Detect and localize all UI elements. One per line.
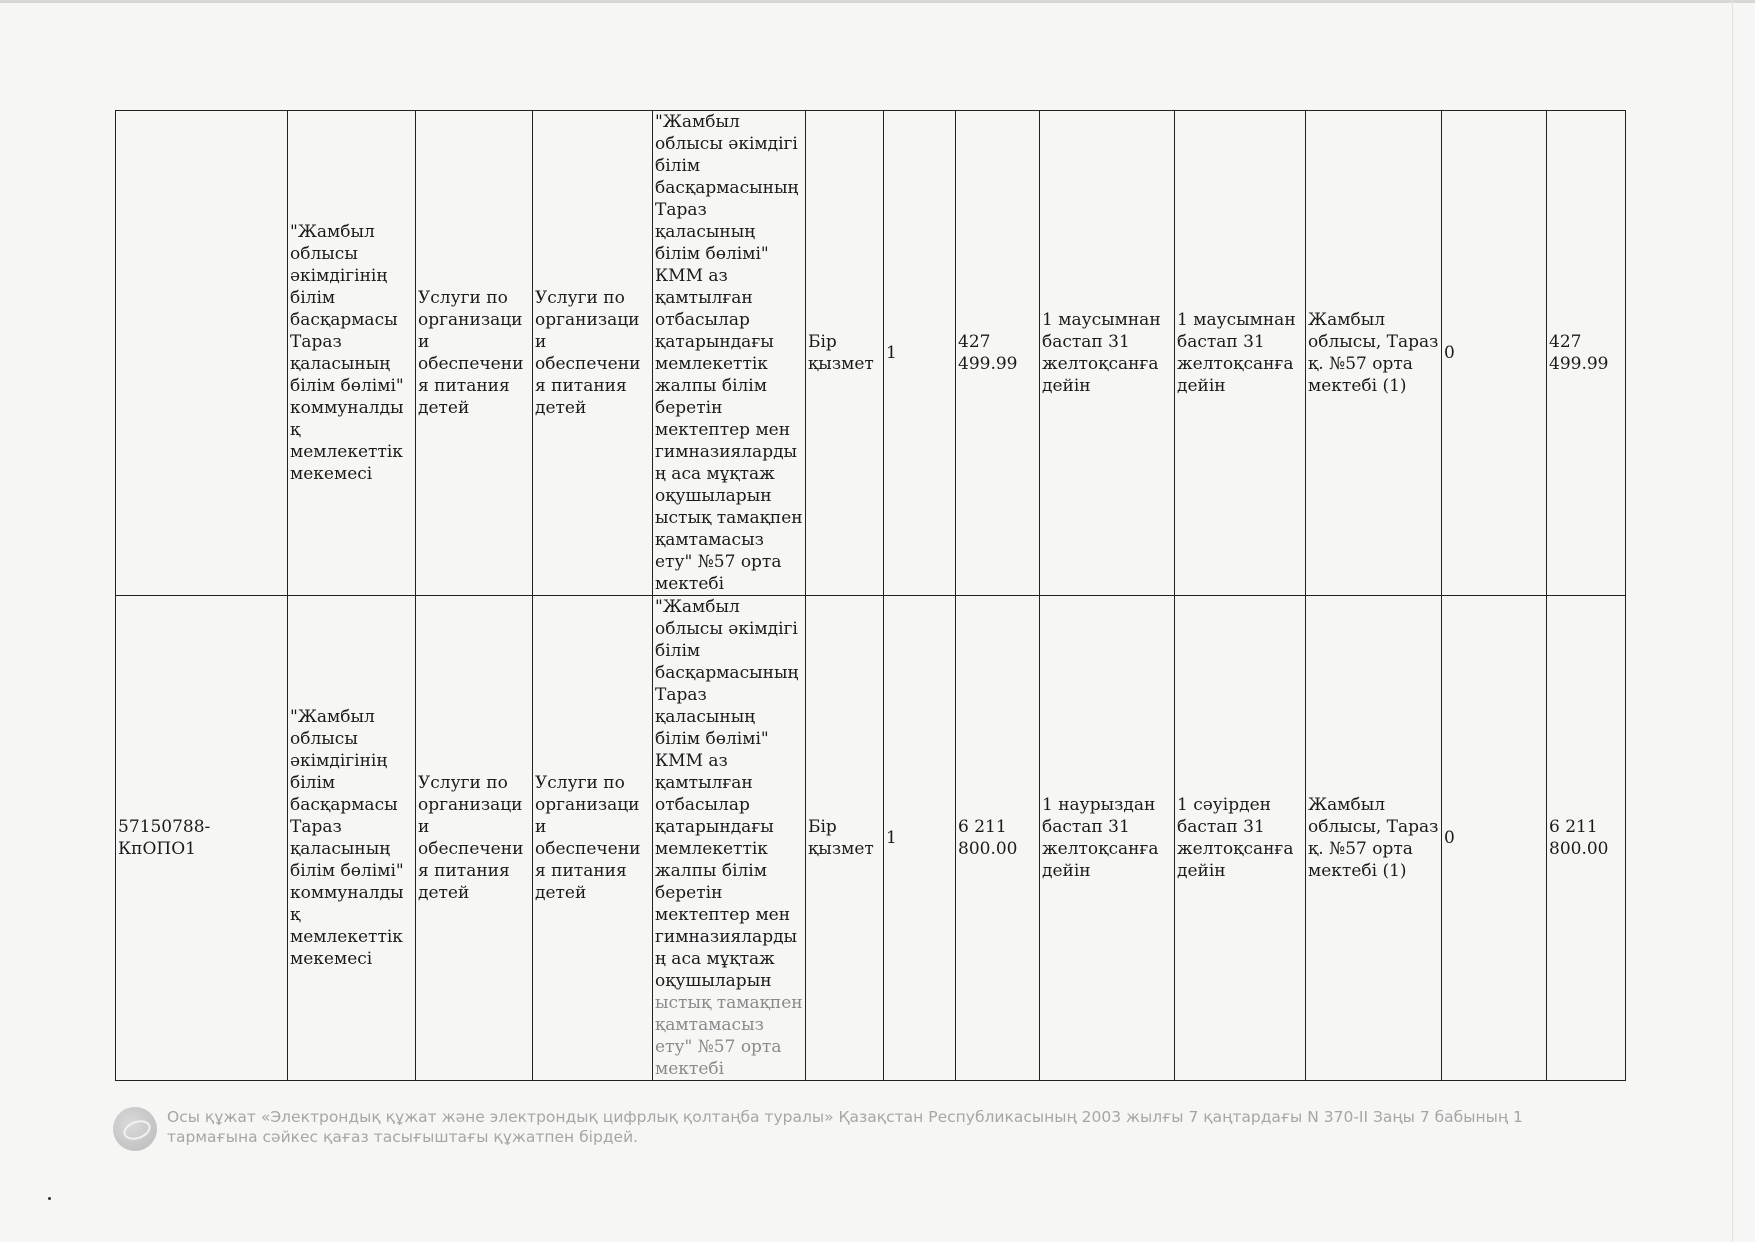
cell-service-1: Услуги по организации обеспечения питания детей — [416, 596, 533, 1081]
cell-customer: "Жамбыл облысы әкімдігінің білім басқармасы Тараз қаласының білім бөлімі" коммуналдық мемлекеттік мекемесі — [288, 596, 416, 1081]
table-row — [116, 111, 1626, 596]
cell-quantity: 1 — [884, 111, 956, 596]
cell-service-2: Услуги по организации обеспечения питания детей — [533, 111, 653, 596]
cell-quantity: 1 — [884, 596, 956, 1081]
cell-start: 1 маусымнан бастап 31 желтоқсанға дейін — [1040, 111, 1175, 596]
cell-service-1: Услуги по организации обеспечения питания детей — [416, 111, 533, 596]
procurement-table — [115, 110, 1626, 1081]
cell-price: 427 499.99 — [956, 111, 1040, 596]
cell-advance: 0 — [1442, 596, 1547, 1081]
cell-id: 57150788-КпОПО1 — [116, 596, 288, 1081]
page-top-edge — [0, 0, 1755, 3]
cell-advance: 0 — [1442, 111, 1547, 596]
scan-speck — [48, 1197, 51, 1200]
cell-id — [116, 111, 288, 596]
cell-unit: Бір қызмет — [806, 111, 884, 596]
table-row — [116, 596, 1626, 1081]
cell-total: 427 499.99 — [1547, 111, 1626, 596]
cell-description — [653, 596, 806, 1081]
cell-location: Жамбыл облысы, Тараз қ. №57 орта мектебі (1) — [1306, 596, 1442, 1081]
cell-service-2: Услуги по организации обеспечения питания детей — [533, 596, 653, 1081]
cell-start: 1 наурыздан бастап 31 желтоқсанға дейін — [1040, 596, 1175, 1081]
description-text: "Жамбыл облысы әкімдігі білім басқармасының Тараз қаласының білім бөлімі" КММ аз қамтылған отбасылар қатарындағы мемлекеттік жалпы білім беретін мектептер мен гимназиялардың аса мұқтаж оқушыларын — [655, 597, 799, 991]
description-tail-text: ыстық тамақпен қамтамасыз ету" №57 орта мектебі — [655, 993, 803, 1079]
e-signature-stamp-icon — [113, 1107, 157, 1151]
cell-unit: Бір қызмет — [806, 596, 884, 1081]
footer-text: Осы құжат «Электрондық құжат және электрондық цифрлық қолтаңба туралы» Қазақстан Республикасының 2003 жылғы 7 қаңтардағы N 370-II Заңы 7 бабының 1 тармағына сәйкес қағаз тасығыштағы құжатпен бірдей. — [167, 1108, 1523, 1146]
cell-description: "Жамбыл облысы әкімдігі білім басқармасының Тараз қаласының білім бөлімі" КММ аз қамтылған отбасылар қатарындағы мемлекеттік жалпы білім беретін мектептер мен гимназиялардың аса мұқтаж оқушыларын ыстық тамақпен қамтамасыз ету" №57 орта мектебі — [653, 111, 806, 596]
legal-footer — [113, 1107, 1613, 1151]
cell-period: 1 сәуірден бастап 31 желтоқсанға дейін — [1175, 596, 1306, 1081]
cell-price: 6 211 800.00 — [956, 596, 1040, 1081]
cell-location: Жамбыл облысы, Тараз қ. №57 орта мектебі (1) — [1306, 111, 1442, 596]
cell-customer: "Жамбыл облысы әкімдігінің білім басқармасы Тараз қаласының білім бөлімі" коммуналдық мемлекеттік мекемесі — [288, 111, 416, 596]
cell-period: 1 маусымнан бастап 31 желтоқсанға дейін — [1175, 111, 1306, 596]
page-right-edge — [1732, 0, 1733, 1242]
cell-total: 6 211 800.00 — [1547, 596, 1626, 1081]
